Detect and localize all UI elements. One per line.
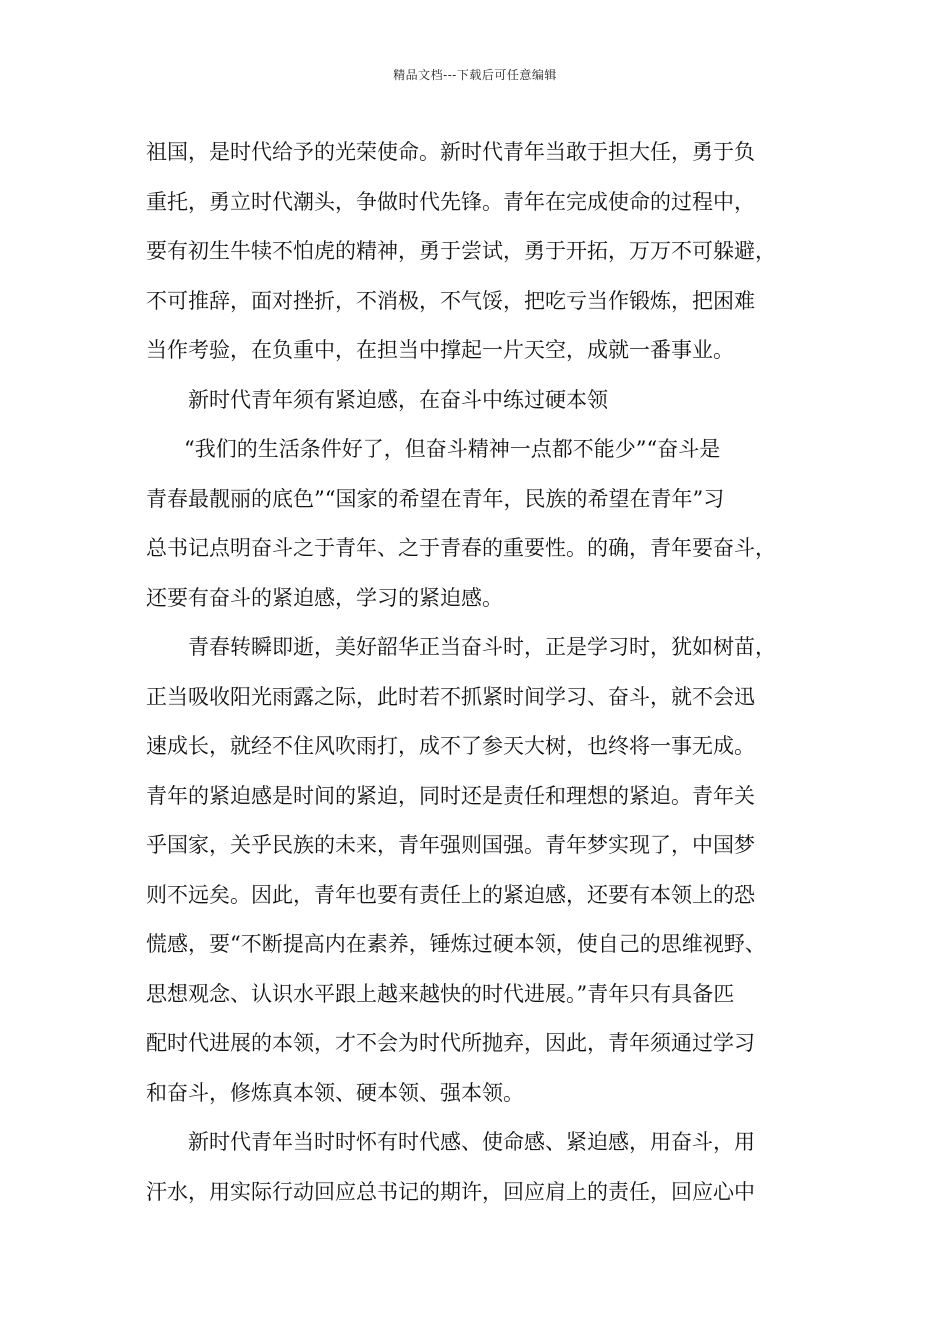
text-line: 青春最靓丽的底色”“国家的希望在青年，民族的希望在青年”习: [146, 486, 725, 511]
text-line: 正当吸收阳光雨露之际，此时若不抓紧时间学习、奋斗，就不会迅: [146, 684, 755, 709]
text-line: 配时代进展的本领，才不会为时代所抛弃，因此，青年须通过学习: [146, 1031, 755, 1055]
text-line: 祖国，是时代给予的光荣使命。新时代青年当敢于担大任，勇于负: [146, 140, 755, 164]
text-line: 和奋斗，修炼真本领、硬本领、强本领。: [146, 1080, 524, 1105]
text-line: 新时代青年须有紧迫感，在奋斗中练过硬本领: [188, 387, 608, 412]
text-line: 重托，勇立时代潮头，争做时代先锋。青年在完成使命的过程中，: [146, 189, 755, 214]
page-header: 精品文档---下载后可任意编辑: [393, 68, 557, 82]
text-line: 不可推辞，面对挫折，不消极，不气馁，把吃亏当作锻炼，把困难: [146, 288, 755, 313]
text-line: 则不远矣。因此，青年也要有责任上的紧迫感，还要有本领上的恐: [146, 882, 755, 907]
text-line: 新时代青年当时时怀有时代感、使命感、紧迫感，用奋斗，用: [188, 1130, 755, 1154]
text-line: 青春转瞬即逝，美好韶华正当奋斗时，正是学习时，犹如树苗，: [188, 635, 776, 659]
text-line: 速成长，就经不住风吹雨打，成不了参天大树，也终将一事无成。: [146, 734, 755, 758]
text-line: 当作考验，在负重中，在担当中撑起一片天空，成就一番事业。: [146, 338, 734, 362]
text-line: 慌感，要“不断提高内在素养，锤炼过硬本领，使自己的思维视野、: [146, 932, 766, 956]
text-line: 乎国家，关乎民族的未来，青年强则国强。青年梦实现了，中国梦: [146, 833, 755, 857]
body-text: [146, 128, 822, 1217]
text-line: 总书记点明奋斗之于青年、之于青春的重要性。的确，青年要奋斗，: [146, 536, 776, 560]
text-line: 思想观念、认识水平跟上越来越快的时代进展。”青年只有具备匹: [146, 981, 735, 1006]
text-line: 还要有奋斗的紧迫感，学习的紧迫感。: [146, 585, 503, 610]
text-line: 要有初生牛犊不怕虎的精神，勇于尝试，勇于开拓，万万不可躲避，: [146, 239, 776, 263]
text-line: 青年的紧迫感是时间的紧迫，同时还是责任和理想的紧迫。青年关: [146, 783, 755, 808]
text-line: “我们的生活条件好了，但奋斗精神一点都不能少”“奋斗是: [184, 437, 721, 461]
text-line: 汗水，用实际行动回应总书记的期许，回应肩上的责任，回应心中: [146, 1179, 755, 1204]
